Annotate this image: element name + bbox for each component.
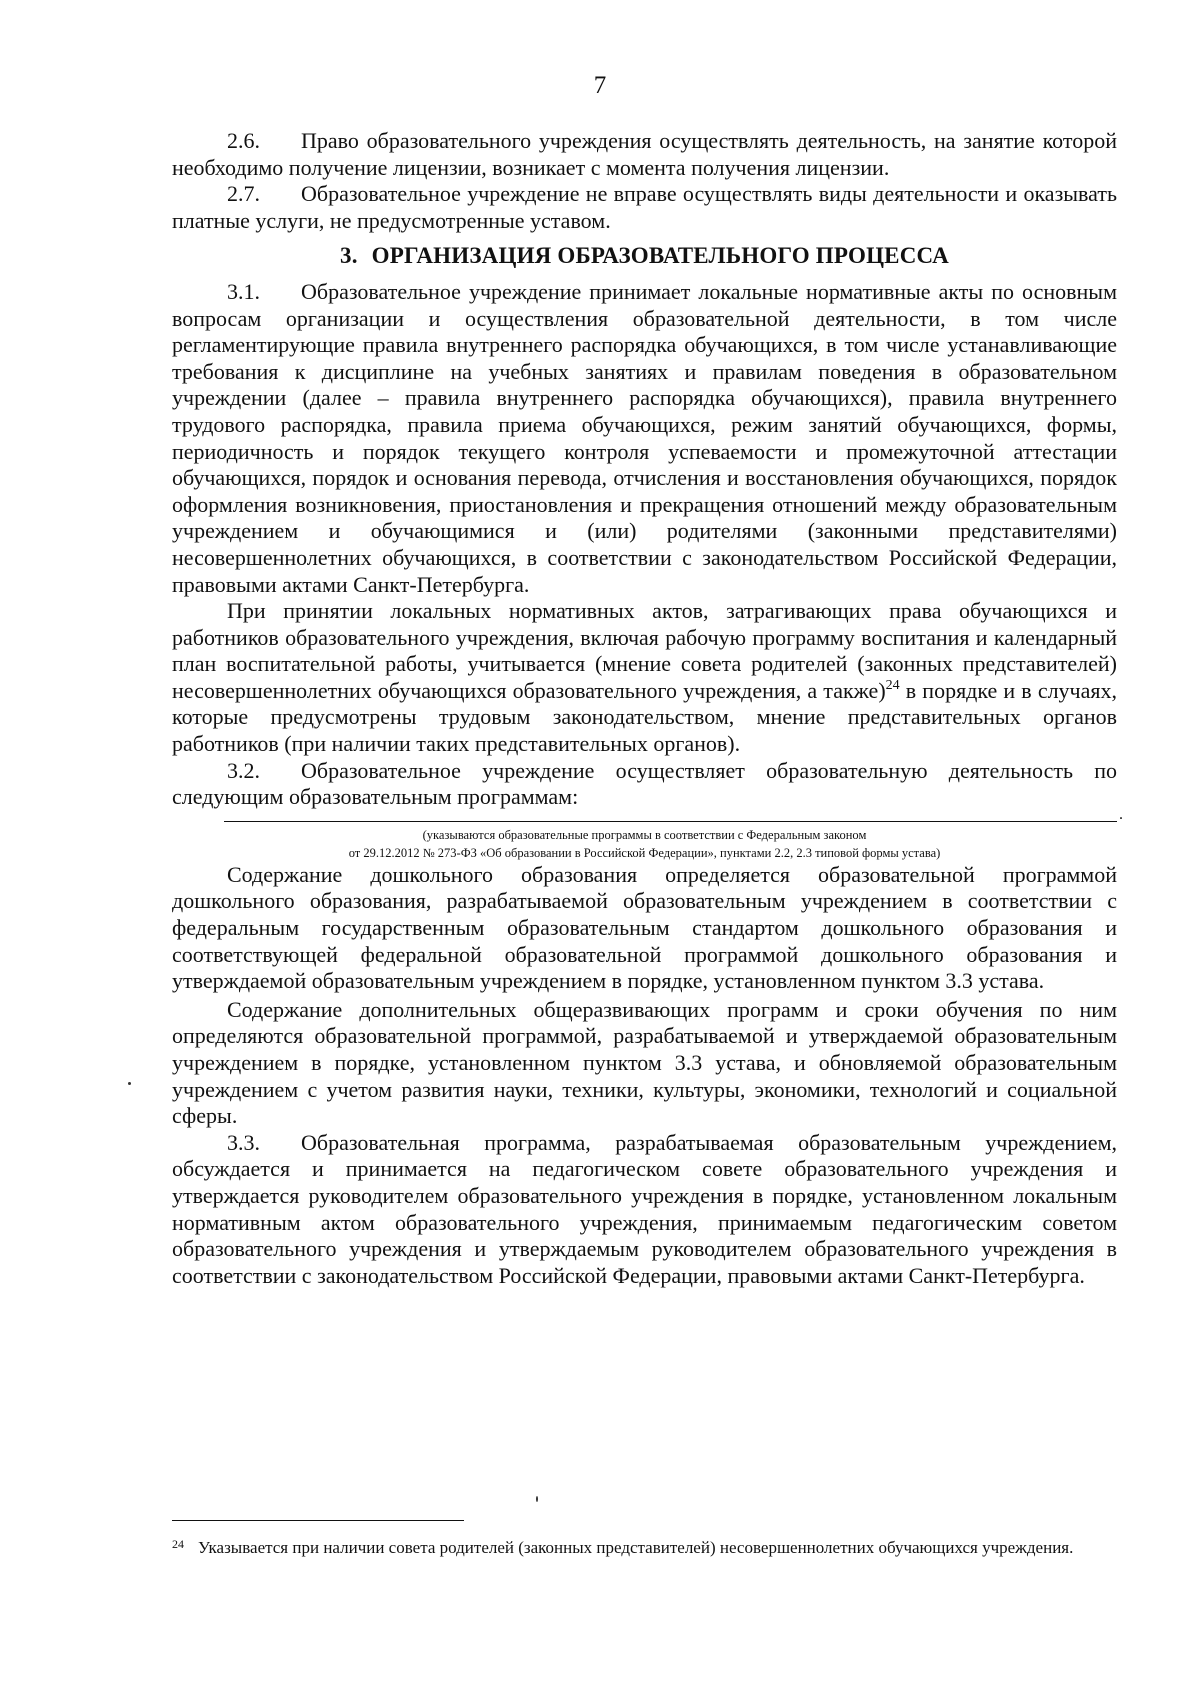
- paragraph-3-3: [172, 1130, 1117, 1290]
- page-number: 7: [593, 72, 607, 99]
- paragraph-additional-programs: [172, 997, 1117, 1130]
- footnote-mark: 24: [172, 1537, 184, 1551]
- scan-speck: [128, 1082, 131, 1085]
- paragraph-3-1-continued: [172, 598, 1117, 758]
- footnote-text: Указывается при наличии совета родителей (законных представителей) несовершеннолетних обучающихся учреждения.: [198, 1538, 1074, 1557]
- page-content: [172, 128, 1117, 1289]
- paragraph-2-6: [172, 128, 1117, 181]
- paragraph-2-7: [172, 181, 1117, 234]
- paragraph-text: Образовательная программа, разрабатываемая образовательным учреждением, обсуждается и принимается на педагогическом совете образовательного учреждения и утверждается руководителем образовательного учреждения в порядке, установленном локальным нормативным актом образовательного учреждения, принимаемым педагогическим советом образовательного учреждения и утверждаемым руководителем образовательного учреждения в соответствии с законодательством Российской Федерации, правовыми актами Санкт-Петербурга.: [172, 1129, 1117, 1288]
- paragraph-number: 2.7.: [227, 181, 260, 207]
- paragraph-text: Образовательное учреждение принимает локальные нормативные акты по основным вопросам организации и осуществления образовательной деятельности, в том числе регламентирующие правила внутреннего распорядка обучающихся, в том числе устанавливающие требования к дисциплине на учебных занятиях и правилам поведения в образовательном учреждении (далее – правила внутреннего распорядка обучающихся), правила внутреннего трудового распорядка, правила приема обучающихся, режим занятий обучающихся, формы, периодичность и порядок текущего контроля успеваемости и промежуточной аттестации обучающихся, порядок и основания перевода, отчисления и восстановления обучающихся, порядок оформления возникновения, приостановления и прекращения отношений между образовательным учреждением и обучающимися и (или) родителями (законными представителями) несовершеннолетних обучающихся, в соответствии с законодательством Российской Федерации, правовыми актами Санкт-Петербурга.: [172, 278, 1117, 597]
- paragraph-3-1: [172, 279, 1117, 598]
- paragraph-text: Содержание дополнительных общеразвивающих программ и сроки обучения по ним определяются образовательной программой, разрабатываемой и утверждаемой образовательным учреждением в порядке, установленном пунктом 3.3 устава, и обновляемой образовательным учреждением с учетом развития науки, техники, культуры, экономики, технологий и социальной сферы.: [172, 996, 1117, 1129]
- footnote-separator: [172, 1520, 464, 1521]
- scan-speck: [536, 1496, 538, 1502]
- paragraph-3-2: [172, 758, 1117, 811]
- paragraph-text-after: в порядке и в случаях, которые предусмотрены трудовым законодательством, мнение представительных органов работников (при наличии таких представительных органов).: [172, 677, 1118, 757]
- paragraph-text: Содержание дошкольного образования определяется образовательной программой дошкольного образования, разрабатываемой образовательным учреждением в соответствии с федеральным государственным образовательным стандартом дошкольного образования и соответствующей федеральной образовательной программой дошкольного образования и утверждаемой образовательным учреждением в порядке, установленном пунктом 3.3 устава.: [172, 861, 1117, 994]
- paragraph-text: Образовательное учреждение не вправе осуществлять виды деятельности и оказывать платные услуги, не предусмотренные уставом.: [172, 181, 1117, 233]
- fill-in-line: [224, 821, 1117, 822]
- paragraph-text: Право образовательного учреждения осуществлять деятельность, на занятие которой необходимо получение лицензии, возникает с момента получения лицензии.: [172, 128, 1117, 180]
- paragraph-text: Образовательное учреждение осуществляет образовательную деятельность по следующим образовательным программам:: [172, 757, 1117, 810]
- section-number: 3.: [340, 243, 358, 269]
- paragraph-number: 2.6.: [227, 128, 260, 153]
- paragraph-text: При принятии локальных нормативных актов, затрагивающих права обучающихся и работников образовательного учреждения, включая рабочую программу воспитания и календарный план воспитательной работы, учитывается (мнение совета родителей (законных представителей) несовершеннолетних обучающихся образовательного учреждения, а также): [172, 598, 1117, 703]
- section-title: ОРГАНИЗАЦИЯ ОБРАЗОВАТЕЛЬНОГО ПРОЦЕССА: [371, 243, 949, 269]
- fill-in-block: [172, 821, 1117, 862]
- paragraph-preschool-content: [172, 862, 1117, 995]
- paragraph-number: 3.3.: [227, 1129, 260, 1155]
- fill-in-note-line-1: (указываются образовательные программы в соответствии с Федеральным законом: [422, 827, 867, 842]
- section-3-heading: [172, 243, 1117, 270]
- fill-in-note-line-2: от 29.12.2012 № 273-ФЗ «Об образовании в Российской Федерации», пунктами 2.2, 2.3 типовой формы устава): [348, 845, 941, 860]
- footnote: [172, 1536, 1117, 1560]
- paragraph-number: 3.2.: [227, 757, 260, 783]
- paragraph-number: 3.1.: [227, 278, 260, 304]
- footnote-reference: 24: [885, 677, 900, 693]
